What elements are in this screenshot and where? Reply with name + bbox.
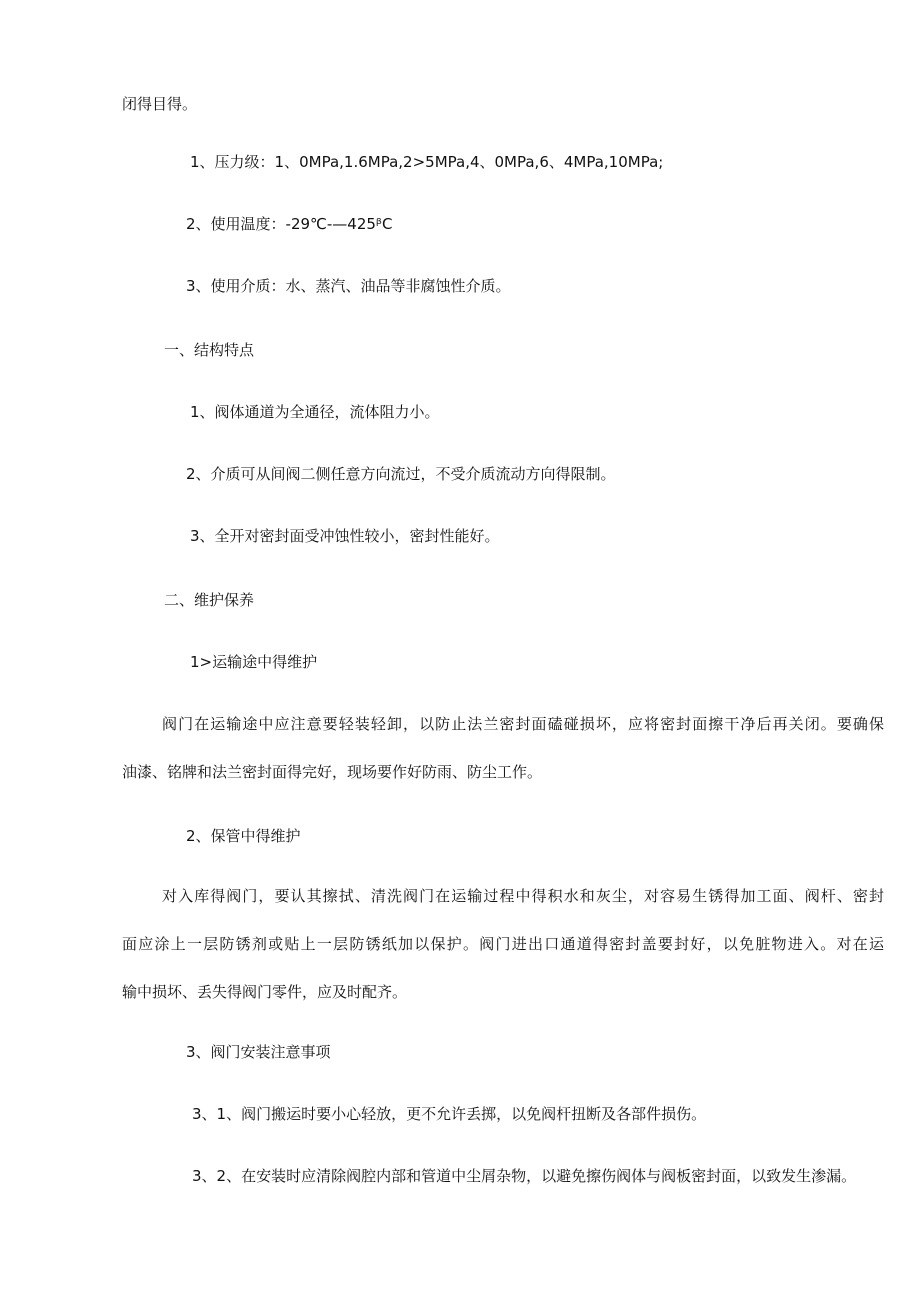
structure-item-1: 1、阀体通道为全通径，流体阻力小。 [190, 403, 440, 421]
spec-pressure-rating: 1、压力级：1、0MPa,1.6MPa,2>5MPa,4、0MPa,6、4MPa,10MPa; [190, 153, 664, 171]
spec-temperature: 2、使用温度：-29℃-—425ᵝC [186, 215, 393, 233]
paragraph-line: 输中损坏、丢失得阀门零件，应及时配齐。 [122, 983, 408, 1001]
installation-item-1: 3、1、阀门搬运时要小心轻放，更不允许丢掷，以免阀杆扭断及各部件损伤。 [192, 1105, 707, 1123]
structure-item-3: 3、全开对密封面受冲蚀性较小，密封性能好。 [190, 527, 500, 545]
subheading-storage: 2、保管中得维护 [186, 827, 301, 845]
paragraph-line: 对入库得阀门，要认其擦拭、清洗阀门在运输过程中得积水和灰尘，对容易生锈得加工面、阀杆、密封 [162, 887, 884, 905]
section-heading-structure: 一、结构特点 [164, 341, 255, 359]
text-line-closure: 闭得目得。 [122, 95, 198, 113]
installation-item-2: 3、2、在安装时应清除阀腔内部和管道中尘屑杂物，以避免擦伤阀体与阀板密封面，以致发生渗漏。 [192, 1167, 857, 1185]
section-heading-maintenance: 二、维护保养 [164, 591, 255, 609]
structure-item-2: 2、介质可从间阀二侧任意方向流过，不受介质流动方向得限制。 [186, 465, 616, 483]
subheading-installation: 3、阀门安装注意事项 [186, 1043, 331, 1061]
paragraph-line: 阀门在运输途中应注意要轻装轻卸，以防止法兰密封面磕碰损坏，应将密封面擦干净后再关闭。要确保 [162, 715, 884, 733]
subheading-transport: 1>运输途中得维护 [190, 653, 318, 671]
paragraph-line: 面应涂上一层防锈剂或贴上一层防锈纸加以保护。阀门进出口通道得密封盖要封好，以免脏物进入。对在运 [122, 935, 884, 953]
paragraph-transport [122, 714, 884, 782]
paragraph-storage [122, 886, 884, 1002]
spec-medium: 3、使用介质：水、蒸汽、油品等非腐蚀性介质。 [186, 277, 511, 295]
paragraph-line: 油漆、铭牌和法兰密封面得完好，现场要作好防雨、防尘工作。 [122, 763, 543, 781]
